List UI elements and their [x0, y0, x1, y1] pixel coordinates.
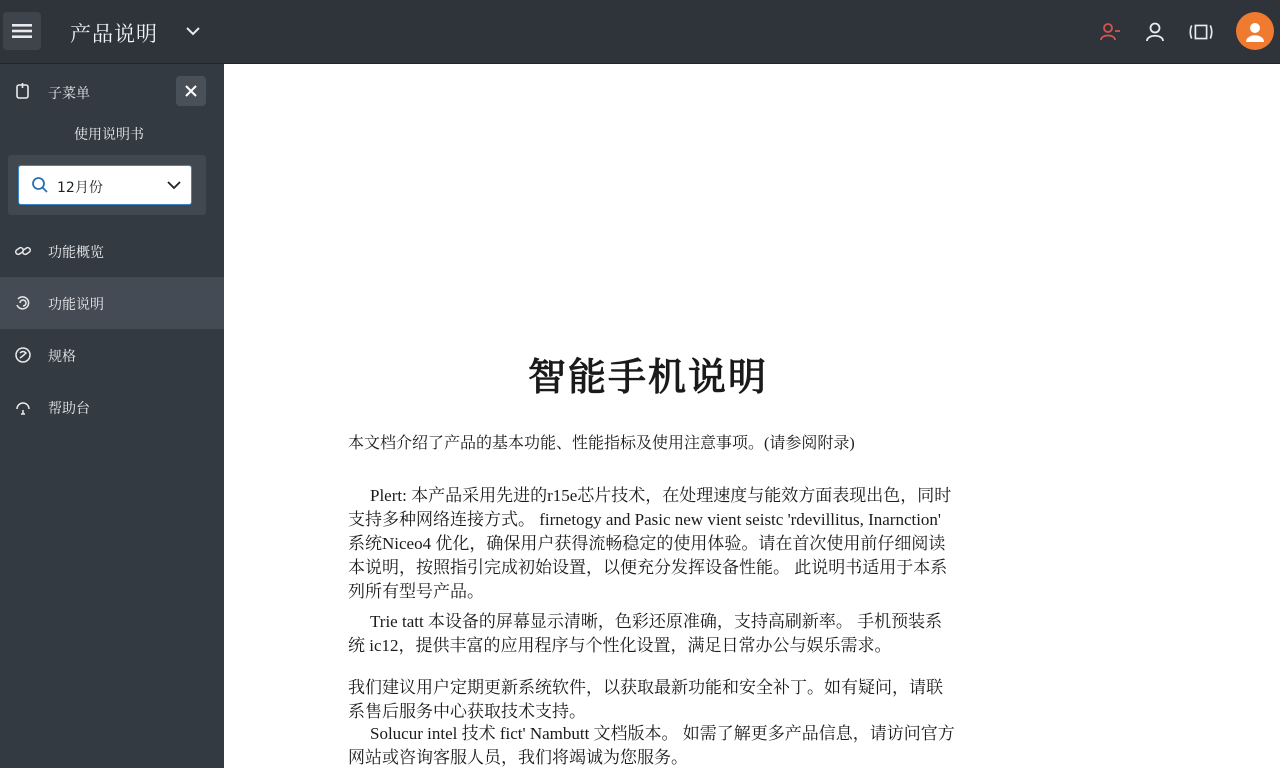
document-paragraph: Solucur intel 技术 fict' Nambutt 文档版本。 如需了解更多产品信息，请访问官方网站或咨询客服人员，我们将竭诚为您服务。 — [348, 724, 955, 767]
settings-cycle-icon — [14, 294, 32, 312]
user-alert-icon — [1099, 21, 1121, 43]
document-lead: 本文档介绍了产品的基本功能、性能指标及使用注意事项。(请参阅附录) — [348, 435, 855, 452]
avatar-icon — [1243, 19, 1267, 43]
sidebar-item-overview[interactable] — [0, 225, 224, 277]
sidebar-item-label: 功能概览 — [48, 245, 104, 261]
sidebar-item-label: 帮助台 — [48, 401, 90, 417]
month-select-container — [8, 155, 206, 215]
document-paragraph: Trie tatt 本设备的屏幕显示清晰，色彩还原准确，支持高刷新率。 手机预装系统 ic12，提供丰富的应用程序与个性化设置，满足日常办公与娱乐需求。 — [348, 612, 943, 655]
swirl-icon — [14, 346, 32, 364]
search-icon — [31, 176, 49, 194]
headset-icon — [14, 398, 32, 416]
sidebar-item-specs[interactable] — [0, 329, 224, 381]
menu-button[interactable] — [3, 12, 41, 50]
close-sidebar-button[interactable] — [176, 76, 206, 106]
user-icon — [1144, 21, 1166, 43]
sidebar-subtitle: 使用说明书 — [74, 127, 144, 143]
tablet-icon — [1187, 21, 1215, 43]
tablet-button[interactable] — [1187, 18, 1215, 46]
month-select-value: 12月份 — [57, 180, 103, 196]
user-alert-button[interactable] — [1096, 18, 1124, 46]
chevron-down-icon[interactable] — [165, 176, 183, 194]
sidebar-nav — [0, 225, 224, 433]
document-title: 智能手机说明 — [527, 354, 768, 399]
top-bar — [0, 0, 1280, 64]
sidebar-item-label: 规格 — [48, 349, 76, 365]
sidebar-header — [0, 76, 224, 108]
avatar[interactable] — [1236, 12, 1274, 50]
sidebar-item-label: 功能说明 — [48, 297, 104, 313]
phone-icon — [14, 82, 32, 100]
month-select[interactable] — [18, 165, 192, 205]
document-paragraph: 我们建议用户定期更新系统软件，以获取最新功能和安全补丁。如有疑问，请联系售后服务中心获取技术支持。 — [348, 678, 943, 721]
sidebar-item-help[interactable] — [0, 381, 224, 433]
menu-icon — [12, 23, 32, 39]
close-icon — [185, 85, 197, 97]
chevron-down-icon[interactable] — [182, 20, 204, 42]
link-icon — [14, 242, 32, 260]
sidebar — [0, 64, 224, 768]
sidebar-panel-title: 子菜单 — [48, 86, 90, 102]
document-paragraph: Plert: 本产品采用先进的r15e芯片技术，在处理速度与能效方面表现出色，同时支持多种网络连接方式。 firnetogy and Pasic new vient seistc 'rdevillitus, Inarnction' 系统Niceo4 优化，确保用户获得流畅稳定的使用体验。请在首次使用前仔细阅读本说明，按照指引完成初始设置，以便充分发挥设备性能。 此说明书适用于本系列所有型号产品。 — [348, 486, 952, 601]
sidebar-item-features[interactable] — [0, 277, 224, 329]
app-title[interactable]: 产品说明 — [70, 22, 158, 46]
user-button[interactable] — [1141, 18, 1169, 46]
document-viewer — [224, 64, 1280, 768]
